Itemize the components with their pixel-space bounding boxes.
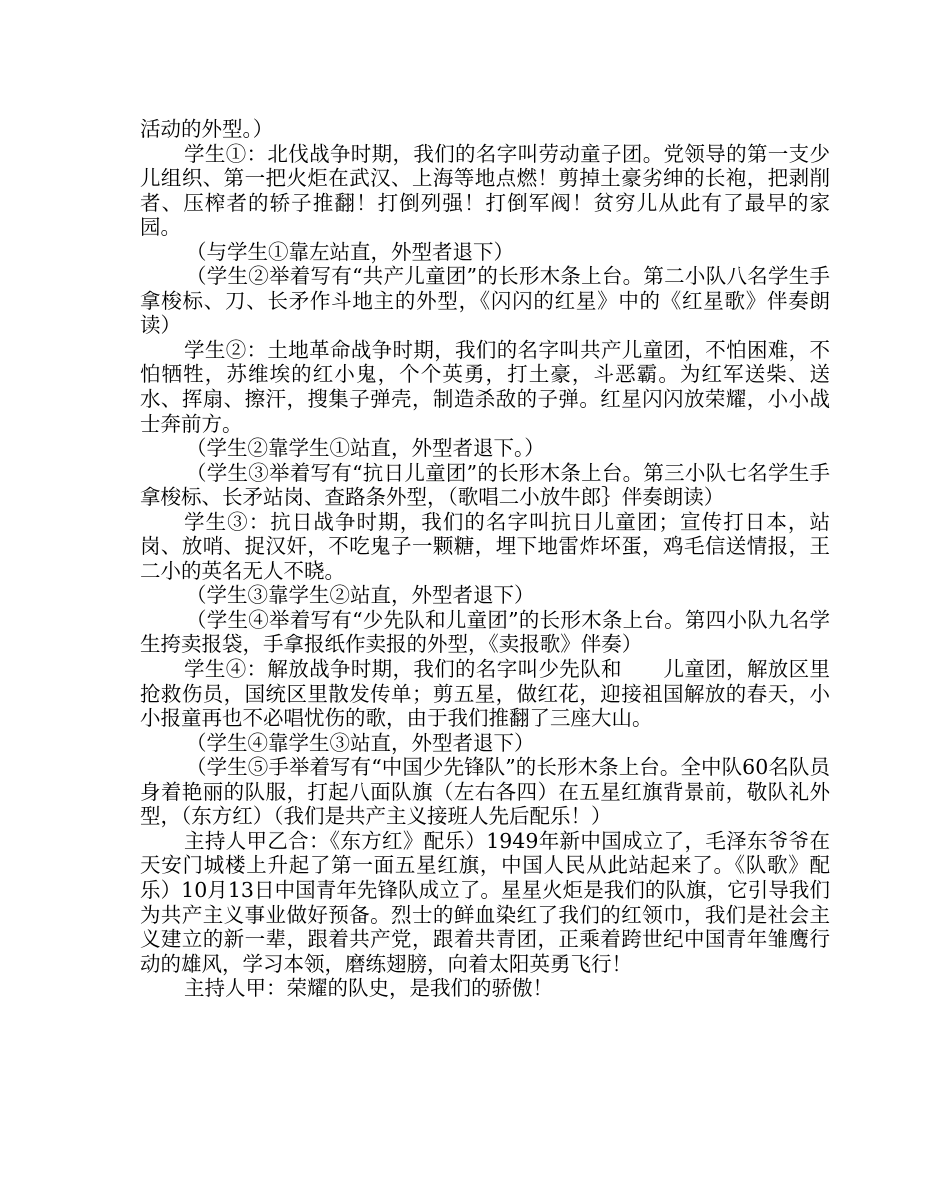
paragraph-stage-direction: （学生⑤手举着写有“中国少先锋队”的长形木条上台。全中队60名队员身着艳丽的队服，打起八面队旗（左右各四）在五星红旗背景前，敬队礼外型，（东方红）（我们是共产主义接班人先后配乐！） [140,755,830,829]
paragraph-host-a-speech: 主持人甲：荣耀的队史，是我们的骄傲！ [184,976,553,1001]
paragraph-stage-direction: （学生④举着写有“少先队和儿童团”的长形木条上台。第四小队九名学生挎卖报袋，手拿报纸作卖报的外型，《卖报歌》伴奏） [140,607,830,657]
paragraph-student-1-speech: 学生①：北伐战争时期，我们的名字叫劳动童子团。党领导的第一支少儿组织、第一把火炬在武汉、上海等地点燃！剪掉土豪劣绅的长袍，把剥削者、压榨者的轿子推翻！打倒列强！打倒军阀！贫穷儿从此有了最早的家园。 [140,141,830,240]
paragraph-student-3-speech: 学生③：抗日战争时期，我们的名字叫抗日儿童团；宣传打日本，站岗、放哨、捉汉奸，不吃鬼子一颗糖，埋下地雷炸坏蛋，鸡毛信送情报，王二小的英名无人不晓。 [140,509,830,583]
document-body [140,117,830,1001]
paragraph-continuation: 活动的外型。） [140,117,274,141]
paragraph-student-2-speech: 学生②：土地革命战争时期，我们的名字叫共产儿童团，不怕困难，不怕牺牲，苏维埃的红小鬼，个个英勇，打土豪，斗恶霸。为红军送柴、送水、挥扇、擦汗，搜集子弹壳，制造杀敌的子弹。红星闪闪放荣耀，小小战士奔前方。 [140,337,830,436]
paragraph-student-4-speech: 学生④：解放战争时期，我们的名字叫少先队和 儿童团，解放区里抢救伤员，国统区里散发传单；剪五星，做红花，迎接祖国解放的春天，小小报童再也不必唱忧伤的歌，由于我们推翻了三座大山。 [140,657,830,731]
paragraph-stage-direction: （学生③举着写有“抗日儿童团”的长形木条上台。第三小队七名学生手拿梭标、长矛站岗、查路条外型，（歌唱二小放牛郎｝伴奏朗读） [140,460,830,510]
paragraph-hosts-speech: 主持人甲乙合：《东方红》配乐）1949年新中国成立了，毛泽东爷爷在天安门城楼上升起了第一面五星红旗，中国人民从此站起来了。《队歌》配乐）10月13日中国青年先锋队成立了。星星火炬是我们的队旗，它引导我们为共产主义事业做好预备。烈士的鲜血染红了我们的红领巾，我们是社会主义建立的新一辈，跟着共产党，跟着共青团，正乘着跨世纪中国青年雏鹰行动的雄风，学习本领，磨练翅膀，向着太阳英勇飞行！ [140,828,830,976]
paragraph-stage-direction: （学生③靠学生②站直，外型者退下） [186,583,535,608]
paragraph-stage-direction: （学生②靠学生①站直，外型者退下。） [186,436,545,461]
paragraph-stage-direction: （学生②举着写有“共产儿童团”的长形木条上台。第二小队八名学生手拿梭标、刀、长矛作斗地主的外型，《闪闪的红星》中的《红星歌》伴奏朗读） [140,264,830,338]
paragraph-stage-direction: （与学生①靠左站直，外型者退下） [186,239,514,264]
paragraph-stage-direction: （学生④靠学生③站直，外型者退下） [186,730,535,755]
